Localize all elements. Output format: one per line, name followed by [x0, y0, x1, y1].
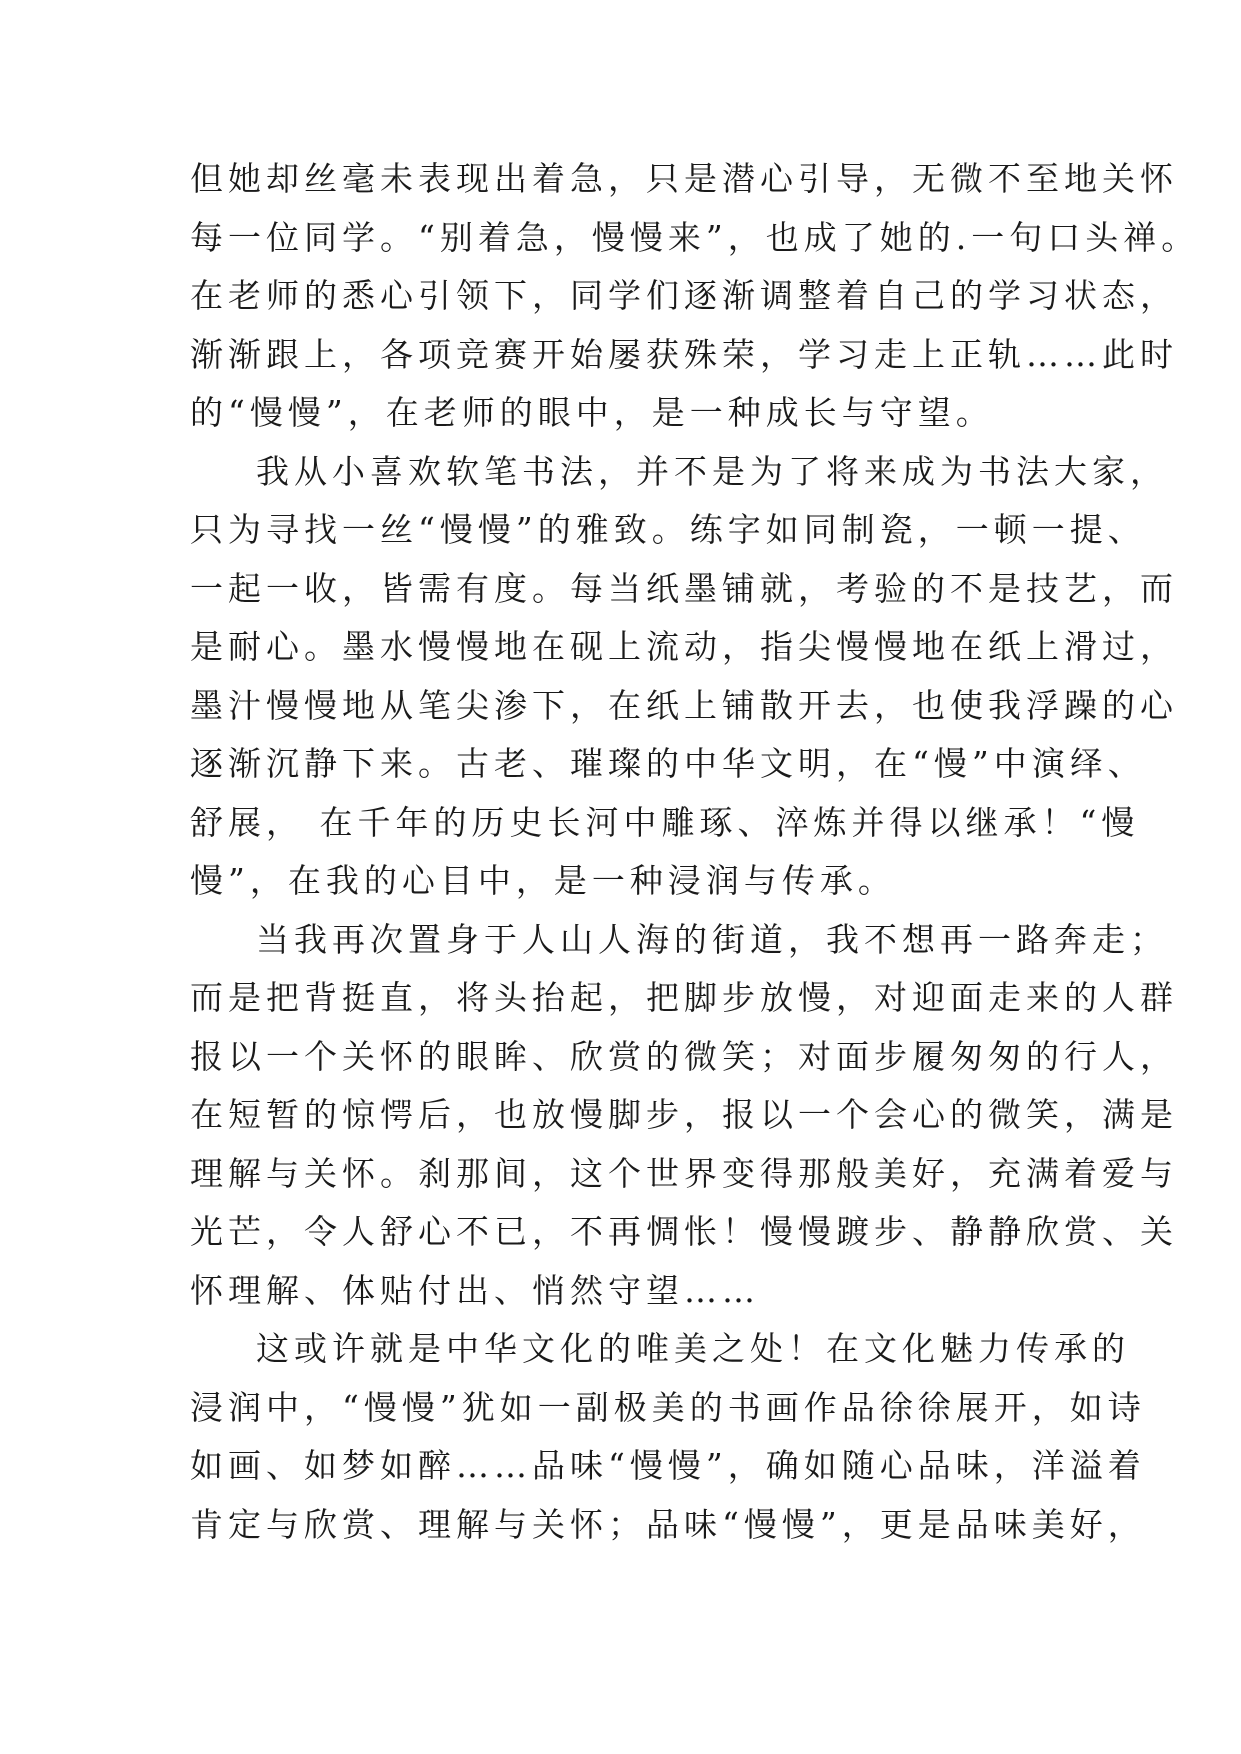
essay-body: [190, 150, 1200, 1554]
text-line: 肯定与欣赏、理解与关怀；品味“慢慢”，更是品味美好，: [190, 1504, 1146, 1544]
text-line: 光芒，令人舒心不已，不再惆怅！慢慢踱步、静静欣赏、关: [190, 1212, 1178, 1251]
text-line: 浸润中，“慢慢”犹如一副极美的书画作品徐徐展开，如诗: [190, 1387, 1146, 1427]
paragraph-first-line: 当我再次置身于人山人海的街道，我不想再一路奔走；: [256, 919, 1168, 959]
text-line: 而是把背挺直，将头抬起，把脚步放慢，对迎面走来的人群: [190, 978, 1178, 1017]
text-line: 理解与关怀。刹那间，这个世界变得那般美好，充满着爱与: [190, 1153, 1178, 1193]
text-line: 在短暂的惊愕后，也放慢脚步，报以一个会心的微笑，满是: [190, 1095, 1178, 1134]
text-line: 报以一个关怀的眼眸、欣赏的微笑；对面步履匆匆的行人，: [190, 1036, 1178, 1076]
text-line: 逐渐沉静下来。古老、璀璨的中华文明，在“慢”中演绎、: [190, 744, 1146, 783]
text-line: 在老师的悉心引领下，同学们逐渐调整着自己的学习状态，: [190, 276, 1178, 315]
paragraph-first-line: 我从小喜欢软笔书法，并不是为了将来成为书法大家，: [256, 451, 1168, 491]
text-line: 每一位同学。“别着急，慢慢来”，也成了她的.一句口头禅。: [190, 217, 1200, 257]
text-line: 慢”，在我的心目中，是一种浸润与传承。: [190, 861, 896, 900]
text-line: 是耐心。墨水慢慢地在砚上流动，指尖慢慢地在纸上滑过，: [190, 627, 1178, 666]
text-line: 怀理解、体贴付出、悄然守望……: [190, 1270, 760, 1310]
text-line: 一起一收，皆需有度。每当纸墨铺就，考验的不是技艺，而: [190, 568, 1178, 608]
paragraph-first-line: 这或许就是中华文化的唯美之处！在文化魅力传承的: [256, 1329, 1130, 1368]
text-line: 舒展， 在千年的历史长河中雕琢、淬炼并得以继承！“慢: [190, 802, 1140, 842]
text-line: 如画、如梦如醉……品味“慢慢”，确如随心品味，洋溢着: [190, 1446, 1146, 1485]
text-line: 只为寻找一丝“慢慢”的雅致。练字如同制瓷，一顿一提、: [190, 510, 1146, 549]
text-line: 墨汁慢慢地从笔尖渗下，在纸上铺散开去，也使我浮躁的心: [190, 685, 1178, 725]
text-line: 的“慢慢”，在老师的眼中，是一种成长与守望。: [190, 393, 994, 432]
text-line: 渐渐跟上，各项竞赛开始屡获殊荣，学习走上正轨……此时: [190, 334, 1178, 374]
text-line: 但她却丝毫未表现出着急，只是潜心引导，无微不至地关怀: [190, 159, 1178, 198]
